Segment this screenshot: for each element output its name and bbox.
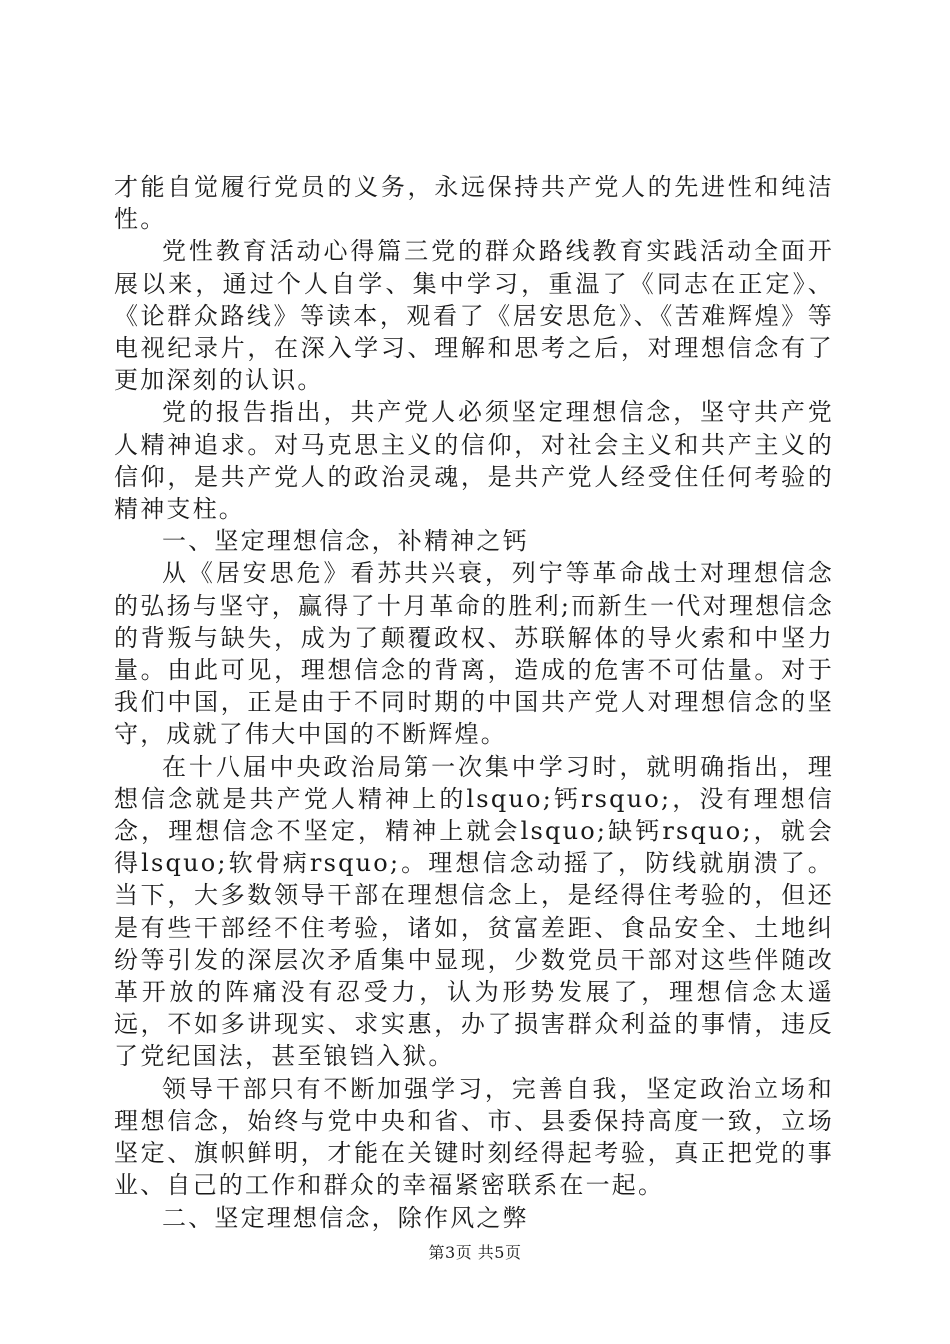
section-heading-one: 一、坚定理想信念，补精神之钙 <box>162 527 529 556</box>
paragraph-soviet: 从《居安思危》看苏共兴衰，列宁等革命战士对理想信念的弘扬与坚守，赢得了十月革命的胜利;而新生一代对理想信念的背叛与缺失，成为了颠覆政权、苏联解体的导火索和中坚力量。由此可见，理想信念的背离，造成的危害不可估量。对于我们中国，正是由于不同时期的中国共产党人对理想信念的坚守，成就了伟大中国的不断辉煌。 <box>114 559 834 749</box>
paragraph-report: 党的报告指出，共产党人必须坚定理想信念，坚守共产党人精神追求。对马克思主义的信仰，对社会主义和共产主义的信仰，是共产党人的政治灵魂，是共产党人经受住任何考验的精神支柱。 <box>114 398 834 524</box>
paragraph-intro: 党性教育活动心得篇三党的群众路线教育实践活动全面开展以来，通过个人自学、集中学习，重温了《同志在正定》、《论群众路线》等读本，观看了《居安思危》、《苦难辉煌》等电视纪录片，在深入学习、理解和思考之后，对理想信念有了更加深刻的认识。 <box>114 237 834 395</box>
paragraph-leaders: 领导干部只有不断加强学习，完善自我，坚定政治立场和理想信念，始终与党中央和省、市、县委保持高度一致，立场坚定、旗帜鲜明，才能在关键时刻经得起考验，真正把党的事业、自己的工作和群众的幸福紧密联系在一起。 <box>114 1074 834 1200</box>
section-heading-two: 二、坚定理想信念，除作风之弊 <box>162 1203 529 1232</box>
page-footer <box>0 1243 950 1263</box>
document-body <box>114 171 834 1234</box>
paragraph-calcium: 在十八届中央政治局第一次集中学习时，就明确指出，理想信念就是共产党人精神上的lsquo;钙rsquo;，没有理想信念，理想信念不坚定，精神上就会lsquo;缺钙rsquo;，就会得lsquo;软骨病rsquo;。理想信念动摇了，防线就崩溃了。当下，大多数领导干部在理想信念上，是经得住考验的，但还是有些干部经不住考验，诸如，贫富差距、食品安全、土地纠纷等引发的深层次矛盾集中显现，少数党员干部对这些伴随改革开放的阵痛没有忍受力，认为形势发展了，理想信念太遥远，不如多讲现实、求实惠，办了损害群众利益的事情，违反了党纪国法，甚至锒铛入狱。 <box>114 752 834 1071</box>
page-number-label: 第3页 共5页 <box>428 1243 522 1262</box>
paragraph-continuation: 才能自觉履行党员的义务，永远保持共产党人的先进性和纯洁性。 <box>114 173 834 234</box>
